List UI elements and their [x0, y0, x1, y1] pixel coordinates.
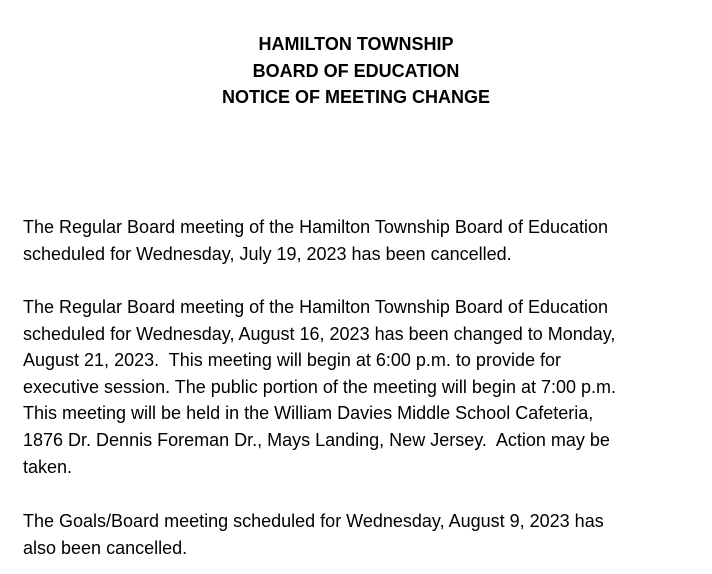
goals-cancellation-paragraph — [23, 508, 703, 561]
paragraph-line: The Regular Board meeting of the Hamilton Township Board of Education — [23, 217, 609, 237]
paragraph-line: also been cancelled. — [23, 537, 188, 558]
paragraph-line: The Goals/Board meeting scheduled for Wednesday, August 9, 2023 has — [23, 511, 604, 531]
header-township-title: HAMILTON TOWNSHIP — [258, 34, 454, 54]
paragraph-line: This meeting will be held in the William Davies Middle School Cafeteria, — [23, 403, 594, 424]
paragraph-line: executive session. The public portion of the meeting will begin at 7:00 p.m. — [23, 376, 617, 397]
header-notice-title: NOTICE OF MEETING CHANGE — [221, 87, 490, 107]
paragraph-line: August 21, 2023. This meeting will begin at 6:00 p.m. to provide for — [23, 350, 561, 371]
august-change-paragraph — [23, 294, 703, 480]
notice-header — [0, 31, 712, 111]
header-board-title: BOARD OF EDUCATION — [252, 60, 460, 81]
july-cancellation-paragraph — [23, 214, 703, 267]
paragraph-line: scheduled for Wednesday, August 16, 2023 has been changed to Monday, — [23, 323, 616, 344]
paragraph-line: scheduled for Wednesday, July 19, 2023 has been cancelled. — [23, 243, 512, 264]
paragraph-line: The Regular Board meeting of the Hamilton Township Board of Education — [23, 297, 609, 317]
paragraph-line: taken. — [23, 456, 73, 477]
paragraph-line: 1876 Dr. Dennis Foreman Dr., Mays Landing, New Jersey. Action may be — [23, 429, 610, 450]
